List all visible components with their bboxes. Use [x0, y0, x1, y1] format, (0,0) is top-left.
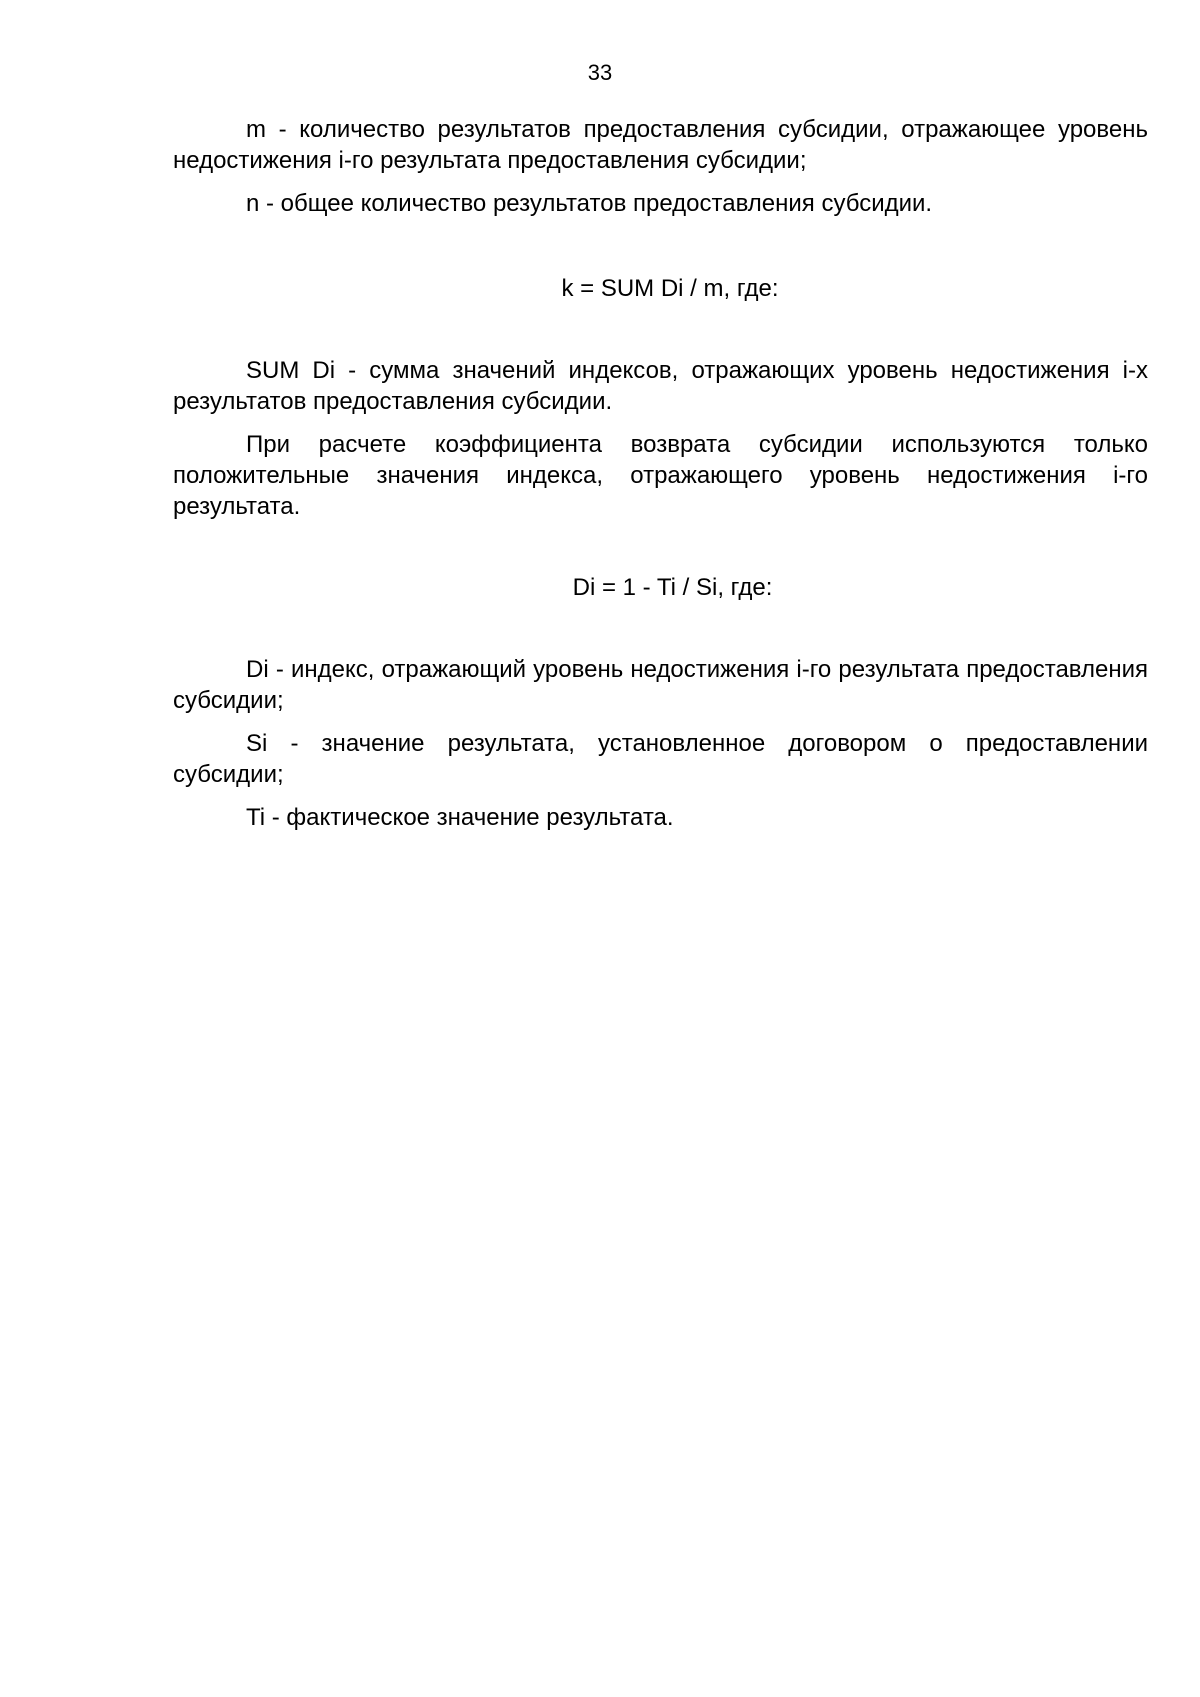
sum-definition-block: [173, 355, 1148, 417]
page-number: 33: [587, 60, 613, 85]
di-definition-paragraph: Di - индекс, отражающий уровень недостижения i-го результата предоставления субсидии;: [173, 656, 1148, 714]
si-definition-block: [173, 728, 1148, 790]
di-formula: Di = 1 - Ti / Si, где:: [572, 574, 773, 601]
m-definition-block: [173, 114, 1148, 176]
positive-note-paragraph: При расчете коэффициента возврата субсидии используются только положительные значения индекса, отражающего уровень недостижения i-го результата.: [173, 431, 1148, 520]
m-definition-paragraph: m - количество результатов предоставления субсидии, отражающее уровень недостижения i-го результата предоставления субсидии;: [173, 116, 1148, 174]
ti-definition-paragraph: Ti - фактическое значение результата.: [246, 804, 674, 831]
k-formula: k = SUM Di / m, где:: [561, 275, 779, 302]
n-definition-paragraph: n - общее количество результатов предоставления субсидии.: [246, 190, 933, 217]
di-definition-block: [173, 654, 1148, 716]
si-definition-paragraph: Si - значение результата, установленное договором о предоставлении субсидии;: [173, 730, 1148, 788]
sum-definition-paragraph: SUM Di - сумма значений индексов, отражающих уровень недостижения i-х результатов предоставления субсидии.: [173, 357, 1148, 415]
n-definition-block: [173, 188, 1148, 219]
positive-note-block: [173, 429, 1148, 522]
ti-definition-block: [173, 802, 1148, 833]
